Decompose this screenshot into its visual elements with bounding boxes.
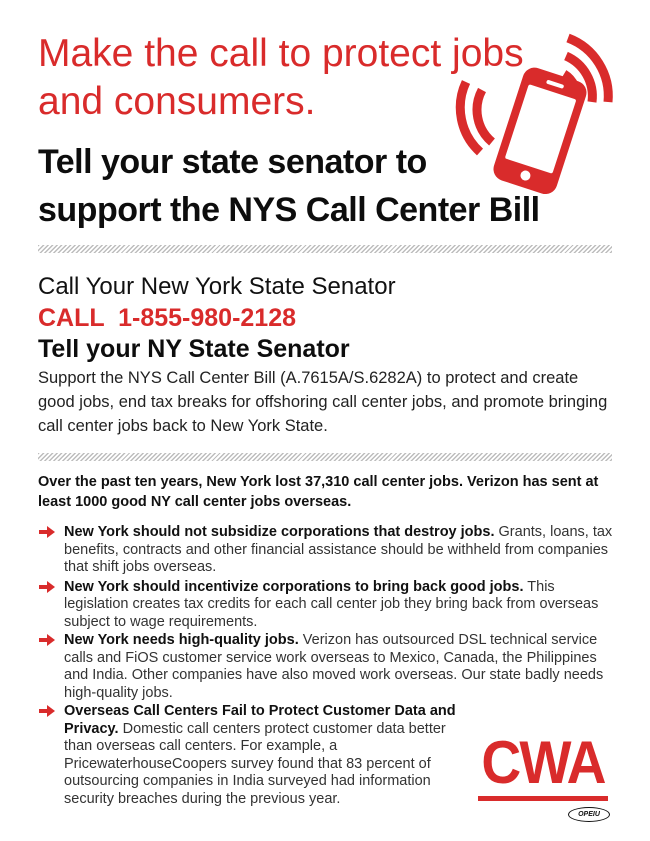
list-item (38, 579, 616, 632)
bullet-lead: New York should not subsidize corporations that destroy jobs. (64, 524, 495, 540)
bullet-body: Domestic call centers protect customer data better than overseas call centers. For example, a PricewaterhouseCoopers survey found that 83 percent of outsourcing companies in India surveyed had information security breaches during the previous year. (64, 720, 446, 807)
headline-line-2: and consumers. (38, 80, 316, 123)
divider-top (38, 245, 612, 253)
cwa-logo-text: CWA (481, 729, 605, 796)
divider-middle (38, 453, 612, 461)
bullet-lead: New York needs high-quality jobs. (64, 632, 299, 648)
subhead-line-2: support the NYS Call Center Bill (38, 191, 540, 229)
bullet-body: This legislation creates tax credits for each call center job they bring back from overseas subject to wage requirements. (64, 578, 599, 630)
bullet-lead: Overseas Call Centers Fail to Protect Customer Data and Privacy. (64, 703, 456, 737)
cwa-logo-bar (478, 796, 608, 801)
bullet-body: Verizon has outsourced DSL technical service calls and FiOS customer service work overseas to Mexico, Canada, the Philippines and India. Other companies have also moved work overseas. Our state badly needs high-quality jobs. (64, 632, 604, 701)
arrow-right-icon (38, 580, 56, 594)
subhead (38, 138, 628, 234)
headline-line-1: Make the call to protect jobs (38, 32, 524, 75)
arrow-right-icon (38, 525, 56, 539)
list-item (38, 632, 616, 702)
list-item (38, 524, 616, 577)
bullet-body: Grants, loans, tax benefits, contracts and other financial assistance should be withheld from companies that shift jobs overseas. (64, 524, 613, 575)
opeiu-union-mark: OPEIU (568, 807, 610, 822)
arrow-right-icon (38, 704, 56, 718)
cwa-logo (472, 730, 614, 825)
tell-senator-heading: Tell your NY State Senator (38, 335, 350, 363)
call-title: Call Your New York State Senator (38, 273, 396, 300)
list-item (38, 703, 456, 808)
job-loss-statement: Over the past ten years, New York lost 37,310 call center jobs. Verizon has sent at least 1000 good NY call center jobs overseas. (38, 474, 599, 510)
arrow-right-icon (38, 633, 56, 647)
call-phone-number: CALL 1-855-980-2128 (38, 304, 297, 332)
support-paragraph: Support the NYS Call Center Bill (A.7615A/S.6282A) to protect and create good jobs, end tax breaks for offshoring call center jobs, and promote bringing call center jobs back to New York State. (38, 369, 608, 435)
bullet-lead: New York should incentivize corporations to bring back good jobs. (64, 578, 524, 595)
subhead-line-1: Tell your state senator to (38, 143, 427, 181)
